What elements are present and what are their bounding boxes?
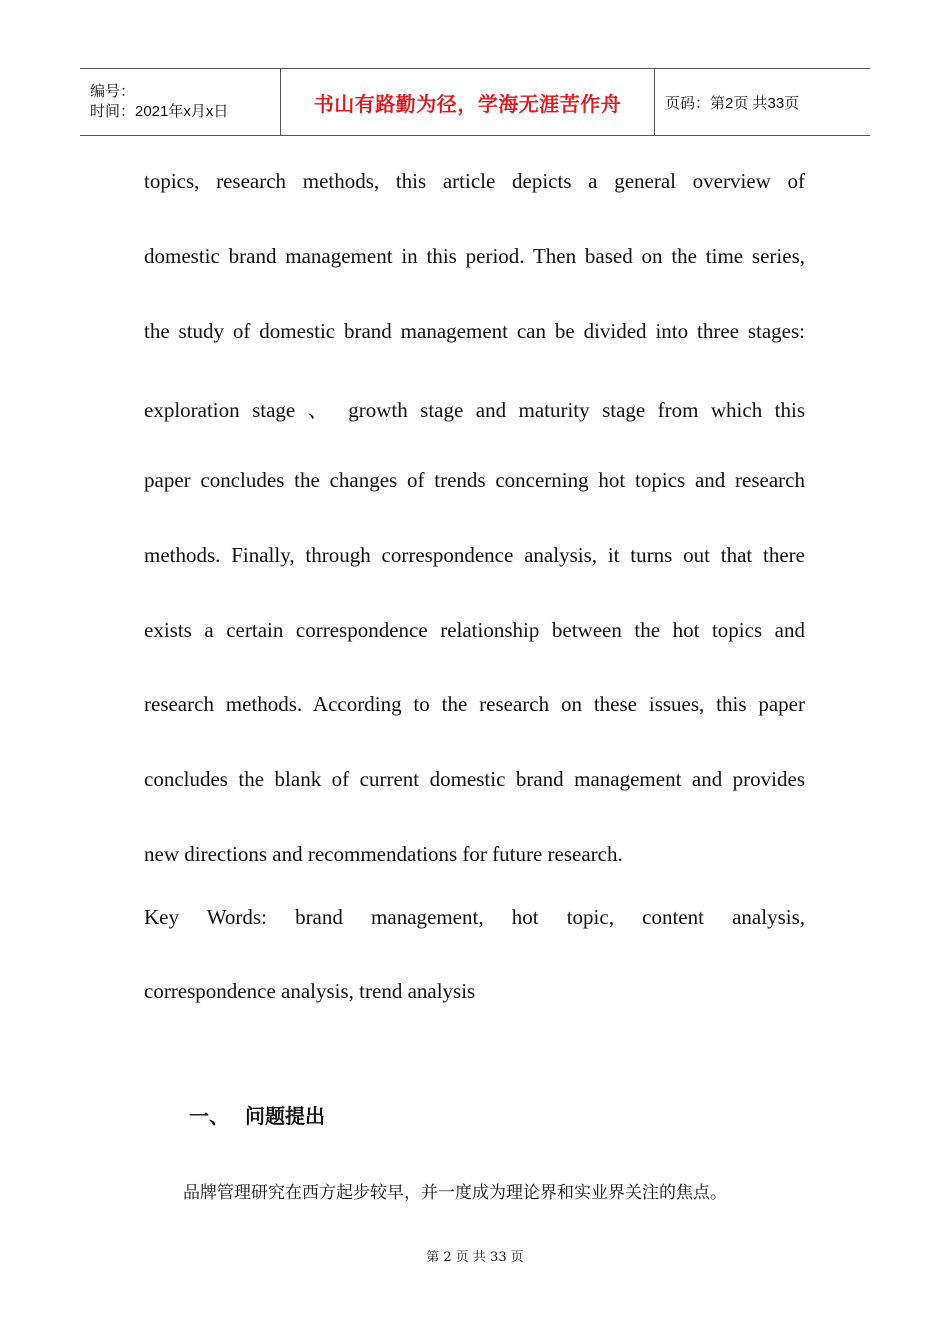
keywords-line: correspondence analysis, trend analysis xyxy=(144,979,476,1003)
body-paragraph: 品牌管理研究在西方起步较早，并一度成为理论界和实业界关注的焦点。 xyxy=(183,1183,727,1203)
section-title: 问题提出 xyxy=(245,1104,325,1128)
page-number-label: 页码：第2页 共33页 xyxy=(665,94,800,112)
page-header xyxy=(80,68,870,136)
date-label: 时间：2021年x月x日 xyxy=(90,103,229,120)
abstract-line: exists a certain correspondence relationship between the hot topics and xyxy=(144,618,805,642)
abstract-line: concludes the blank of current domestic brand management and provides xyxy=(144,767,805,791)
header-motto xyxy=(281,69,655,135)
section-heading xyxy=(189,1100,325,1129)
abstract-line: exploration stage 、 growth stage and maturity stage from which this xyxy=(144,398,805,422)
page-footer: 第 2 页 共 33 页 xyxy=(426,1250,524,1265)
abstract-line: methods. Finally, through correspondence analysis, it turns out that there xyxy=(144,543,805,567)
header-page-info xyxy=(655,69,870,135)
abstract-line: the study of domestic brand management can be divided into three stages: xyxy=(144,319,805,343)
abstract-line: new directions and recommendations for future research. xyxy=(144,842,623,866)
motto-text: 书山有路勤为径，学海无涯苦作舟 xyxy=(313,91,622,116)
abstract-line: domestic brand management in this period. Then based on the time series, xyxy=(144,244,805,268)
keywords-line: Key Words: brand management, hot topic, content analysis, xyxy=(144,905,805,929)
header-meta xyxy=(80,69,281,135)
serial-number-label: 编号： xyxy=(90,83,136,100)
abstract-line: paper concludes the changes of trends concerning hot topics and research xyxy=(144,468,805,492)
abstract-line: topics, research methods, this article depicts a general overview of xyxy=(144,169,805,193)
abstract-line: research methods. According to the research on these issues, this paper xyxy=(144,692,805,716)
section-number: 一、 xyxy=(189,1104,229,1128)
